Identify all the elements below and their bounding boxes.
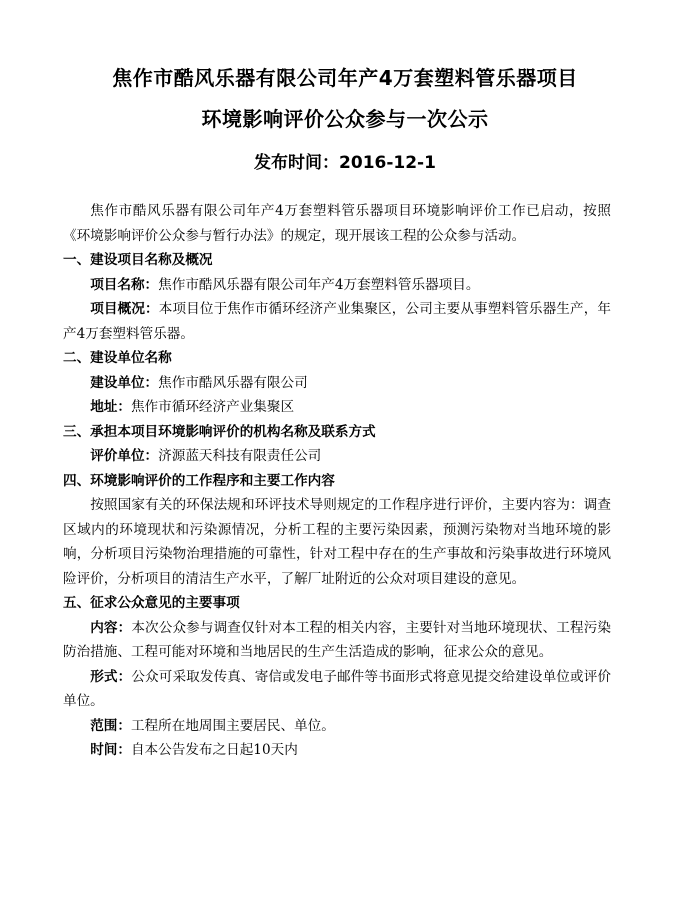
form-label: 形式： [90, 668, 132, 685]
project-overview-value: 本项目位于焦作市循环经济产业集聚区，公司主要从事塑料管乐器生产，年产4万套塑料管乐器。 [63, 301, 612, 342]
evaluation-unit-row [63, 444, 611, 469]
title-line-2: 环境影响评价公众参与一次公示 [201, 107, 489, 131]
scope-label: 范围： [90, 717, 131, 734]
form-row [63, 665, 611, 714]
title-line-1: 焦作市酷风乐器有限公司年产4万套塑料管乐器项目 [112, 66, 578, 90]
section-4-heading: 四、环境影响评价的工作程序和主要工作内容 [63, 472, 335, 489]
time-row [63, 738, 611, 763]
project-name-row [63, 273, 611, 298]
section-2-heading: 二、建设单位名称 [63, 350, 172, 366]
content-row [63, 616, 611, 665]
scope-row [63, 714, 611, 739]
section-3-heading: 三、承担本项目环境影响评价的机构名称及联系方式 [63, 423, 376, 440]
scope-value: 工程所在地周围主要居民、单位。 [130, 717, 335, 734]
evaluation-unit-label: 评价单位： [90, 448, 159, 464]
construction-unit-value: 焦作市酷风乐器有限公司 [158, 374, 308, 391]
notice-body [63, 199, 611, 763]
construction-unit-label: 建设单位： [90, 374, 159, 391]
content-value: 本次公众参与调查仅针对本工程的相关内容，主要针对当地环境现状、工程污染防治措施、工程可能对环境和当地居民的生产生活造成的影响，征求公众的意见。 [63, 619, 612, 660]
publish-date: 发布时间：2016-12-1 [254, 153, 436, 173]
content-label: 内容： [90, 619, 132, 636]
section-1-heading: 一、建设项目名称及概况 [63, 252, 213, 268]
time-label: 时间： [90, 742, 131, 758]
section-5-heading: 五、征求公众意见的主要事项 [63, 595, 240, 611]
form-value: 公众可采取发传真、寄信或发电子邮件等书面形式将意见提交给建设单位或评价单位。 [63, 668, 612, 709]
evaluation-unit-value: 济源蓝天科技有限责任公司 [158, 448, 322, 464]
project-overview-label: 项目概况： [90, 301, 159, 317]
project-overview-row [63, 297, 611, 346]
project-name-value: 焦作市酷风乐器有限公司年产4万套塑料管乐器项目。 [158, 276, 480, 293]
construction-unit-row [63, 371, 611, 396]
time-value: 自本公告发布之日起10天内 [130, 742, 298, 758]
intro-paragraph: 焦作市酷风乐器有限公司年产4万套塑料管乐器项目环境影响评价工作已启动，按照《环境影响评价公众参与暂行办法》的规定，现开展该工程的公众参与活动。 [63, 203, 611, 244]
project-name-label: 项目名称： [90, 276, 159, 293]
address-row [63, 395, 611, 420]
address-label: 地址： [90, 399, 131, 415]
address-value: 焦作市循环经济产业集聚区 [130, 399, 295, 415]
work-procedure-paragraph: 按照国家有关的环保法规和环评技术导则规定的工作程序进行评价，主要内容为：调查区域内的环境现状和污染源情况，分析工程的主要污染因素，预测污染物对当地环境的影响，分析项目污染物治理措施的可靠性，针对工程中存在的生产事故和污染事故进行环境风险评价，分析项目的清洁生产水平，了解厂址附近的公众对项目建设的意见。 [63, 497, 611, 587]
